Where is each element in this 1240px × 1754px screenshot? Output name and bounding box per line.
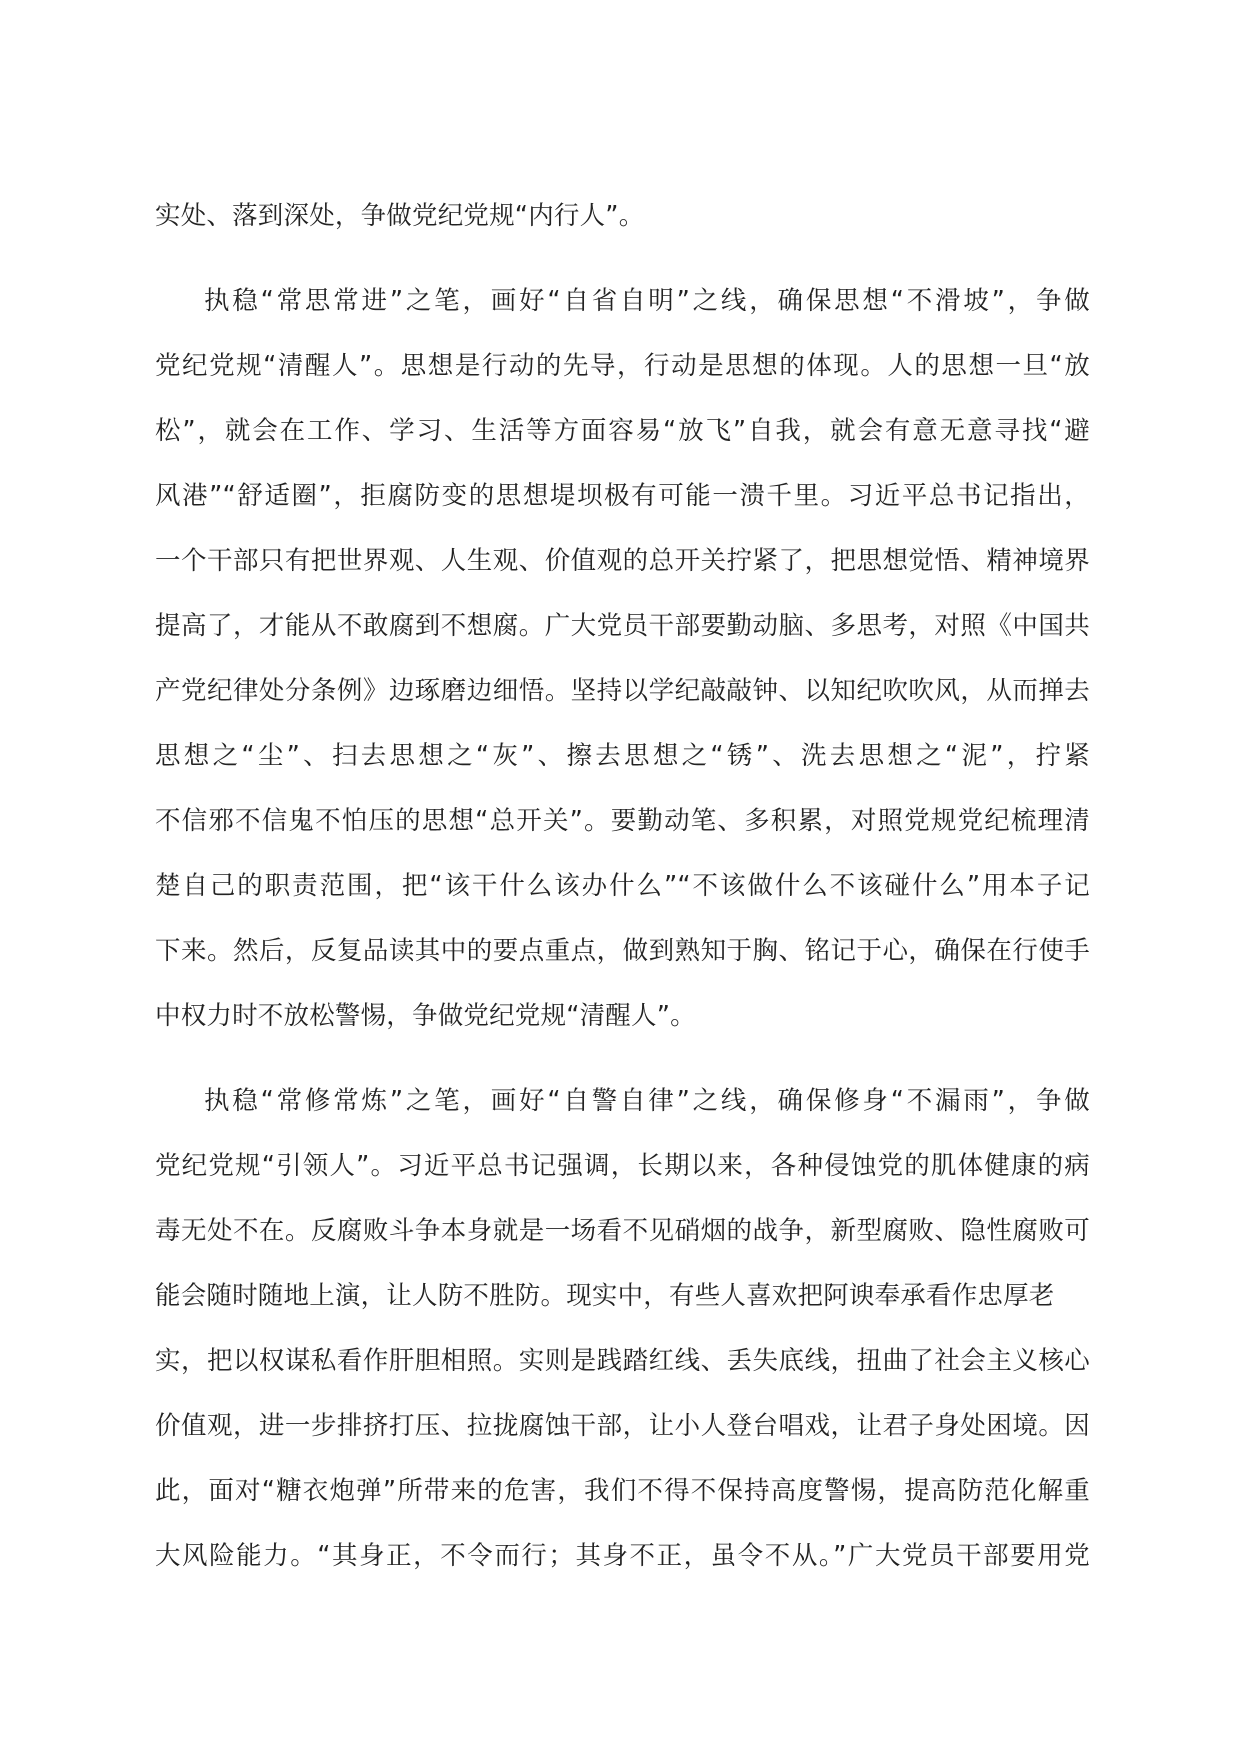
paragraph-line: 大风险能力。“其身正，不令而行；其身不正，虽令不从。”广大党员干部要用党 <box>155 1541 1090 1571</box>
paragraph-line: 价值观，进一步排挤打压、拉拢腐蚀干部，让小人登台唱戏，让君子身处困境。因 <box>155 1411 1090 1441</box>
paragraph-line: 一个干部只有把世界观、人生观、价值观的总开关拧紧了，把思想觉悟、精神境界 <box>155 546 1090 576</box>
paragraph-line: 党纪党规“清醒人”。思想是行动的先导，行动是思想的体现。人的思想一旦“放 <box>155 351 1090 381</box>
paragraph-line: 此，面对“糖衣炮弹”所带来的危害，我们不得不保持高度警惕，提高防范化解重 <box>155 1476 1090 1506</box>
paragraph-line: 执稳“常修常炼”之笔，画好“自警自律”之线，确保修身“不漏雨”，争做 <box>204 1086 1090 1116</box>
paragraph-gap <box>155 249 1090 269</box>
paragraph-line: 党纪党规“引领人”。习近平总书记强调，长期以来，各种侵蚀党的肌体健康的病 <box>155 1151 1090 1181</box>
paragraph-gap <box>155 1049 1090 1069</box>
paragraph-line: 实，把以权谋私看作肝胆相照。实则是践踏红线、丢失底线，扭曲了社会主义核心 <box>155 1346 1090 1376</box>
paragraph-1 <box>155 184 1090 249</box>
paragraph-line: 中权力时不放松警惕，争做党纪党规“清醒人”。 <box>155 1001 696 1031</box>
paragraph-line: 不信邪不信鬼不怕压的思想“总开关”。要勤动笔、多积累，对照党规党纪梳理清 <box>155 806 1090 836</box>
paragraph-2 <box>155 269 1090 1049</box>
paragraph-line: 实处、落到深处，争做党纪党规“内行人”。 <box>155 201 645 231</box>
document-body <box>155 184 1090 1589</box>
paragraph-line: 下来。然后，反复品读其中的要点重点，做到熟知于胸、铭记于心，确保在行使手 <box>155 936 1090 966</box>
paragraph-line: 执稳“常思常进”之笔，画好“自省自明”之线，确保思想“不滑坡”，争做 <box>204 286 1090 316</box>
paragraph-line: 提高了，才能从不敢腐到不想腐。广大党员干部要勤动脑、多思考，对照《中国共 <box>155 611 1090 641</box>
paragraph-line: 松”，就会在工作、学习、生活等方面容易“放飞”自我，就会有意无意寻找“避 <box>155 416 1090 446</box>
paragraph-line: 风港”“舒适圈”，拒腐防变的思想堤坝极有可能一溃千里。习近平总书记指出， <box>155 481 1090 511</box>
paragraph-line: 楚自己的职责范围，把“该干什么该办什么”“不该做什么不该碰什么”用本子记 <box>155 871 1090 901</box>
paragraph-3 <box>155 1069 1090 1589</box>
paragraph-line: 能会随时随地上演，让人防不胜防。现实中，有些人喜欢把阿谀奉承看作忠厚老 <box>155 1281 1055 1311</box>
paragraph-line: 产党纪律处分条例》边琢磨边细悟。坚持以学纪敲敲钟、以知纪吹吹风，从而掸去 <box>155 676 1090 706</box>
paragraph-line: 思想之“尘”、扫去思想之“灰”、擦去思想之“锈”、洗去思想之“泥”，拧紧 <box>155 741 1090 771</box>
paragraph-line: 毒无处不在。反腐败斗争本身就是一场看不见硝烟的战争，新型腐败、隐性腐败可 <box>155 1216 1090 1246</box>
